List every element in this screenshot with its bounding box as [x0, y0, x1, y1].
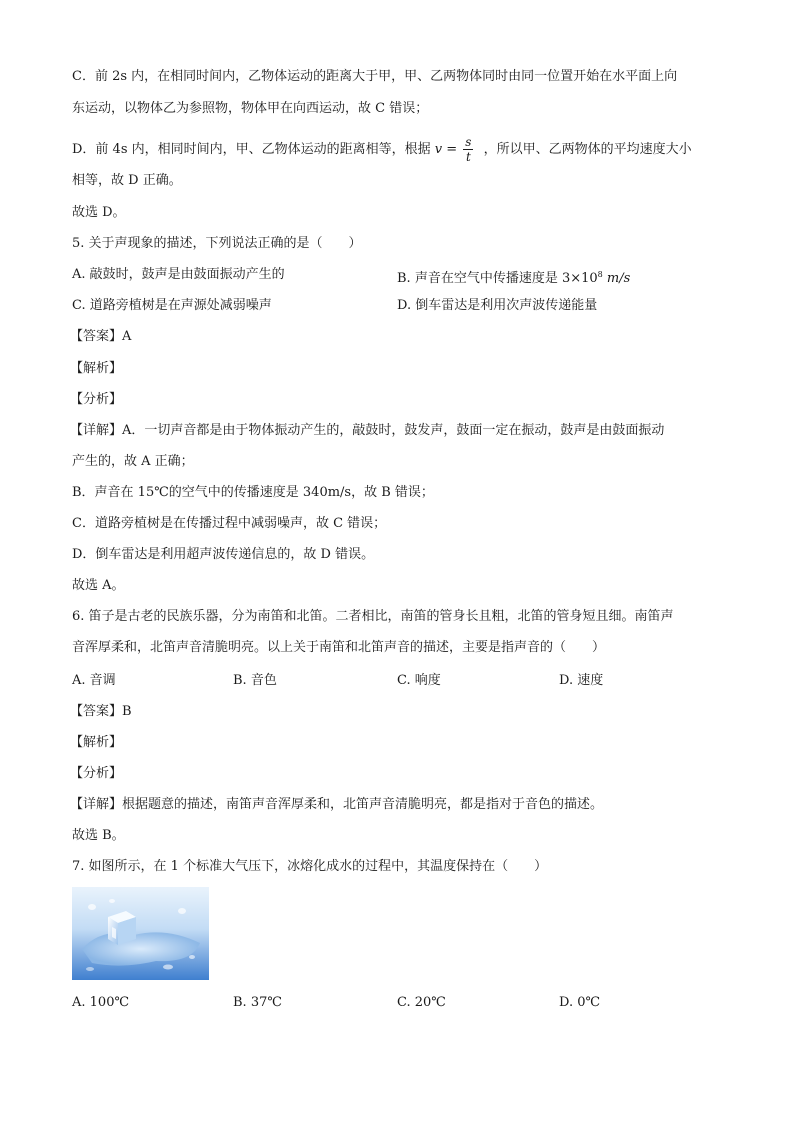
q5-detail-line3: B．声音在 15℃的空气中的传播速度是 340m/s，故 B 错误；	[72, 485, 434, 500]
q5-answer: 【答案】A	[70, 329, 132, 344]
q5-fenxi: 【分析】	[70, 392, 123, 407]
q6-stem-line2: 音浑厚柔和，北笛声音清脆明亮。以上关于南笛和北笛声音的描述，主要是指声音的（ ）	[72, 640, 606, 655]
prev-c-line2: 东运动，以物体乙为参照物，物体甲在向西运动，故 C 错误；	[72, 101, 429, 116]
q6-option-d: D. 速度	[559, 673, 604, 688]
q5-option-a: A. 敲鼓时，鼓声是由鼓面振动产生的	[72, 267, 285, 282]
prev-choose: 故选 D。	[72, 205, 126, 220]
q5-choose: 故选 A。	[72, 578, 125, 593]
prev-d-line1	[72, 136, 692, 163]
q6-stem-line1: 6. 笛子是古老的民族乐器，分为南笛和北笛。二者相比，南笛的管身长且粗，北笛的管身短且细。南笛声	[72, 609, 674, 624]
q7-option-c: C. 20℃	[397, 995, 446, 1010]
prev-c-line1: C．前 2s 内，在相同时间内，乙物体运动的距离大于甲，甲、乙两物体同时由同一位置开始在水平面上向	[72, 69, 678, 84]
formula-denominator: t	[465, 150, 471, 164]
melting-ice-image	[72, 887, 209, 980]
ice-cube-illustration	[72, 887, 209, 980]
q6-option-b: B. 音色	[233, 673, 277, 688]
q6-option-a: A. 音调	[72, 673, 116, 688]
prev-d-text: D．前 4s 内，相同时间内，甲、乙物体运动的距离相等，根据	[72, 142, 431, 157]
q5-detail-line4: C．道路旁植树是在传播过程中减弱噪声，故 C 错误；	[72, 516, 387, 531]
q5-detail-line2: 产生的，故 A 正确；	[72, 454, 194, 469]
q6-option-c: C. 响度	[397, 673, 441, 688]
q5-detail-line1: 【详解】A．一切声音都是由于物体振动产生的，敲鼓时，鼓发声，鼓面一定在振动，鼓声是由鼓面振动	[70, 423, 665, 438]
q5-option-b-text: B. 声音在空气中传播速度是 3×10	[397, 271, 598, 286]
q5-option-b-exponent: 8	[597, 270, 603, 279]
q6-detail: 【详解】根据题意的描述，南笛声音浑厚柔和，北笛声音清脆明亮，都是指对于音色的描述。	[70, 797, 604, 812]
q5-jiexi: 【解析】	[70, 361, 123, 376]
prev-d-text-post: ，所以甲、乙两物体的平均速度大小	[483, 142, 692, 157]
q7-option-a: A. 100℃	[72, 995, 130, 1010]
q6-fenxi: 【分析】	[70, 766, 123, 781]
formula-numerator: s	[465, 135, 472, 149]
q6-jiexi: 【解析】	[70, 735, 123, 750]
q7-stem: 7. 如图所示，在 1 个标准大气压下，冰熔化成水的过程中，其温度保持在（ ）	[72, 859, 548, 874]
q5-option-c: C. 道路旁植树是在声源处减弱噪声	[72, 298, 272, 313]
q5-option-d: D. 倒车雷达是利用次声波传递能量	[397, 298, 598, 313]
q7-option-d: D. 0℃	[559, 995, 601, 1010]
formula-lhs: v =	[434, 142, 458, 157]
prev-d-line2: 相等，故 D 正确。	[72, 173, 182, 188]
formula-fraction	[463, 136, 473, 163]
q5-option-b	[397, 266, 630, 288]
q5-detail-line5: D．倒车雷达是利用超声波传递信息的，故 D 错误。	[72, 547, 375, 562]
q5-option-b-unit: m/s	[602, 271, 631, 286]
q6-answer: 【答案】B	[70, 704, 132, 719]
q5-stem: 5. 关于声现象的描述，下列说法正确的是（ ）	[72, 236, 362, 251]
q7-option-b: B. 37℃	[233, 995, 282, 1010]
q6-choose: 故选 B。	[72, 828, 125, 843]
